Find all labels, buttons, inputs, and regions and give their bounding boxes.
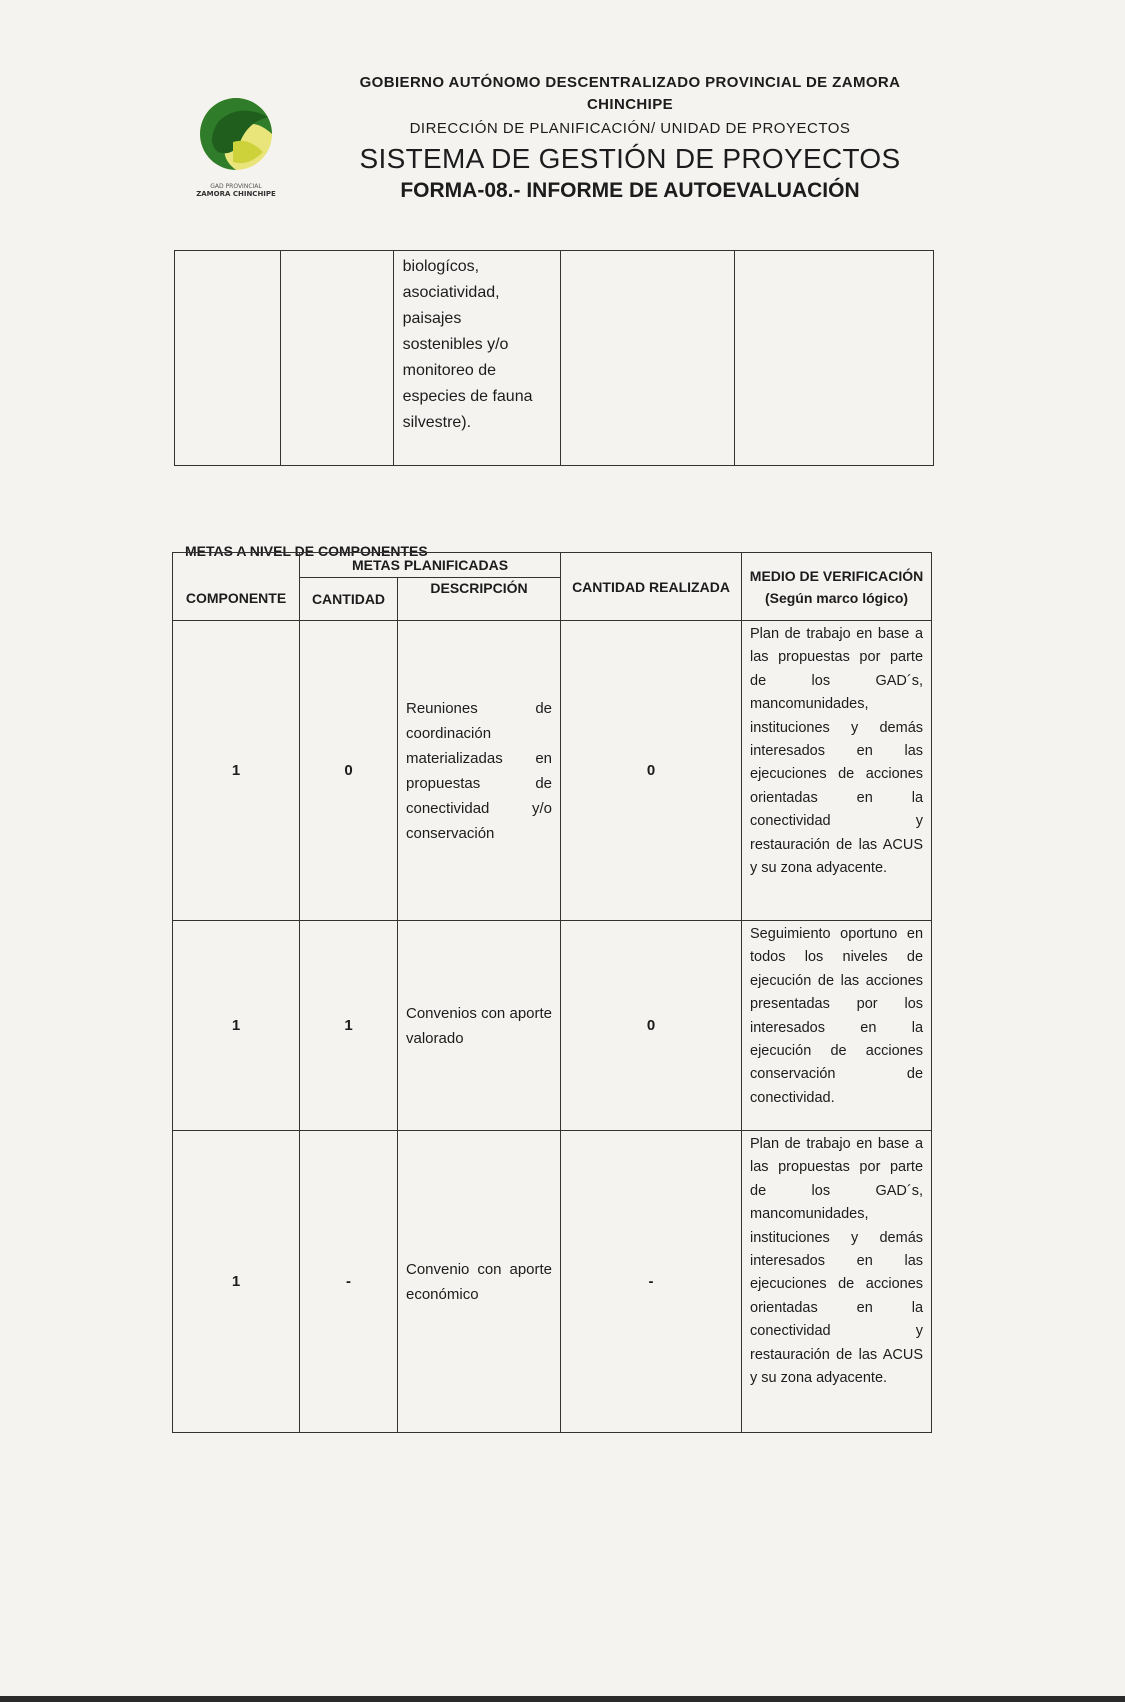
continuation-text: [395, 252, 559, 442]
header-component: COMPONENTE: [173, 553, 300, 621]
header-verification: MEDIO DE VERIFICACIÓN (Según marco lógico): [742, 553, 932, 621]
description-cell: Convenio con aporte económico: [398, 1131, 561, 1433]
verification-cell: Seguimiento oportuno en todos los niveles de ejecución de las acciones presentadas por los interesados en la ejecución de acciones conservación de conectividad.: [742, 921, 932, 1131]
verification-cell: Plan de trabajo en base a las propuestas por parte de los GAD´s, mancomunidades, instituciones y demás interesados en las ejecuciones de acciones orientadas en la conectividad y restauración de las ACUS y su zona adyacente.: [742, 1131, 932, 1433]
table-row: [173, 621, 932, 921]
achieved-cell: -: [561, 1131, 742, 1433]
quantity-cell: 0: [300, 621, 398, 921]
header-description: DESCRIPCIÓN: [398, 578, 561, 621]
achieved-cell: 0: [561, 921, 742, 1131]
header-row: [173, 553, 932, 578]
document-header: [330, 72, 930, 203]
header-planned-goals: METAS PLANIFICADAS: [300, 553, 561, 578]
continuation-table: [174, 250, 934, 466]
provincial-logo: [178, 82, 298, 212]
continuation-text-cell: [393, 251, 560, 466]
table-row: [173, 921, 932, 1131]
svg-text:GAD PROVINCIAL: GAD PROVINCIAL: [210, 183, 262, 190]
header-achieved-quantity: CANTIDAD REALIZADA: [561, 553, 742, 621]
component-cell: 1: [173, 1131, 300, 1433]
component-cell: 1: [173, 621, 300, 921]
org-name: GOBIERNO AUTÓNOMO DESCENTRALIZADO PROVINCIAL DE ZAMORA CHINCHIPE: [359, 74, 901, 113]
table-row: [173, 1131, 932, 1433]
description-cell: Convenios con aporte valorado: [398, 921, 561, 1131]
empty-cell: [560, 251, 734, 466]
text-line: asociatividad,: [402, 284, 500, 301]
component-cell: 1: [173, 921, 300, 1131]
text-line: sostenibles y/o: [402, 336, 509, 353]
svg-text:ZAMORA CHINCHIPE: ZAMORA CHINCHIPE: [196, 190, 276, 198]
form-title: FORMA-08.- INFORME DE AUTOEVALUACIÓN: [400, 179, 860, 202]
empty-cell: [280, 251, 393, 466]
text-line: biologícos,: [402, 258, 480, 275]
header-quantity: CANTIDAD: [300, 578, 398, 621]
department-name: DIRECCIÓN DE PLANIFICACIÓN/ UNIDAD DE PROYECTOS: [409, 120, 851, 137]
text-line: monitoreo de: [402, 362, 496, 379]
achieved-cell: 0: [561, 621, 742, 921]
empty-cell: [735, 251, 934, 466]
text-line: silvestre).: [402, 414, 472, 431]
system-title: SISTEMA DE GESTIÓN DE PROYECTOS: [359, 143, 901, 174]
text-line: paisajes: [402, 310, 462, 327]
verification-cell: Plan de trabajo en base a las propuestas por parte de los GAD´s, mancomunidades, instituciones y demás interesados en las ejecuciones de acciones orientadas en la conectividad y restauración de las ACUS y su zona adyacente.: [742, 621, 932, 921]
text-line: especies de fauna: [402, 388, 533, 405]
goals-table: [172, 552, 932, 1433]
quantity-cell: -: [300, 1131, 398, 1433]
section-title: METAS A NIVEL DE COMPONENTES: [185, 543, 428, 559]
scan-edge: [0, 1696, 1125, 1702]
empty-cell: [175, 251, 281, 466]
description-cell: Reuniones de coordinación materializadas en propuestas de conectividad y/o conservación: [398, 621, 561, 921]
table-row: [175, 251, 934, 466]
quantity-cell: 1: [300, 921, 398, 1131]
